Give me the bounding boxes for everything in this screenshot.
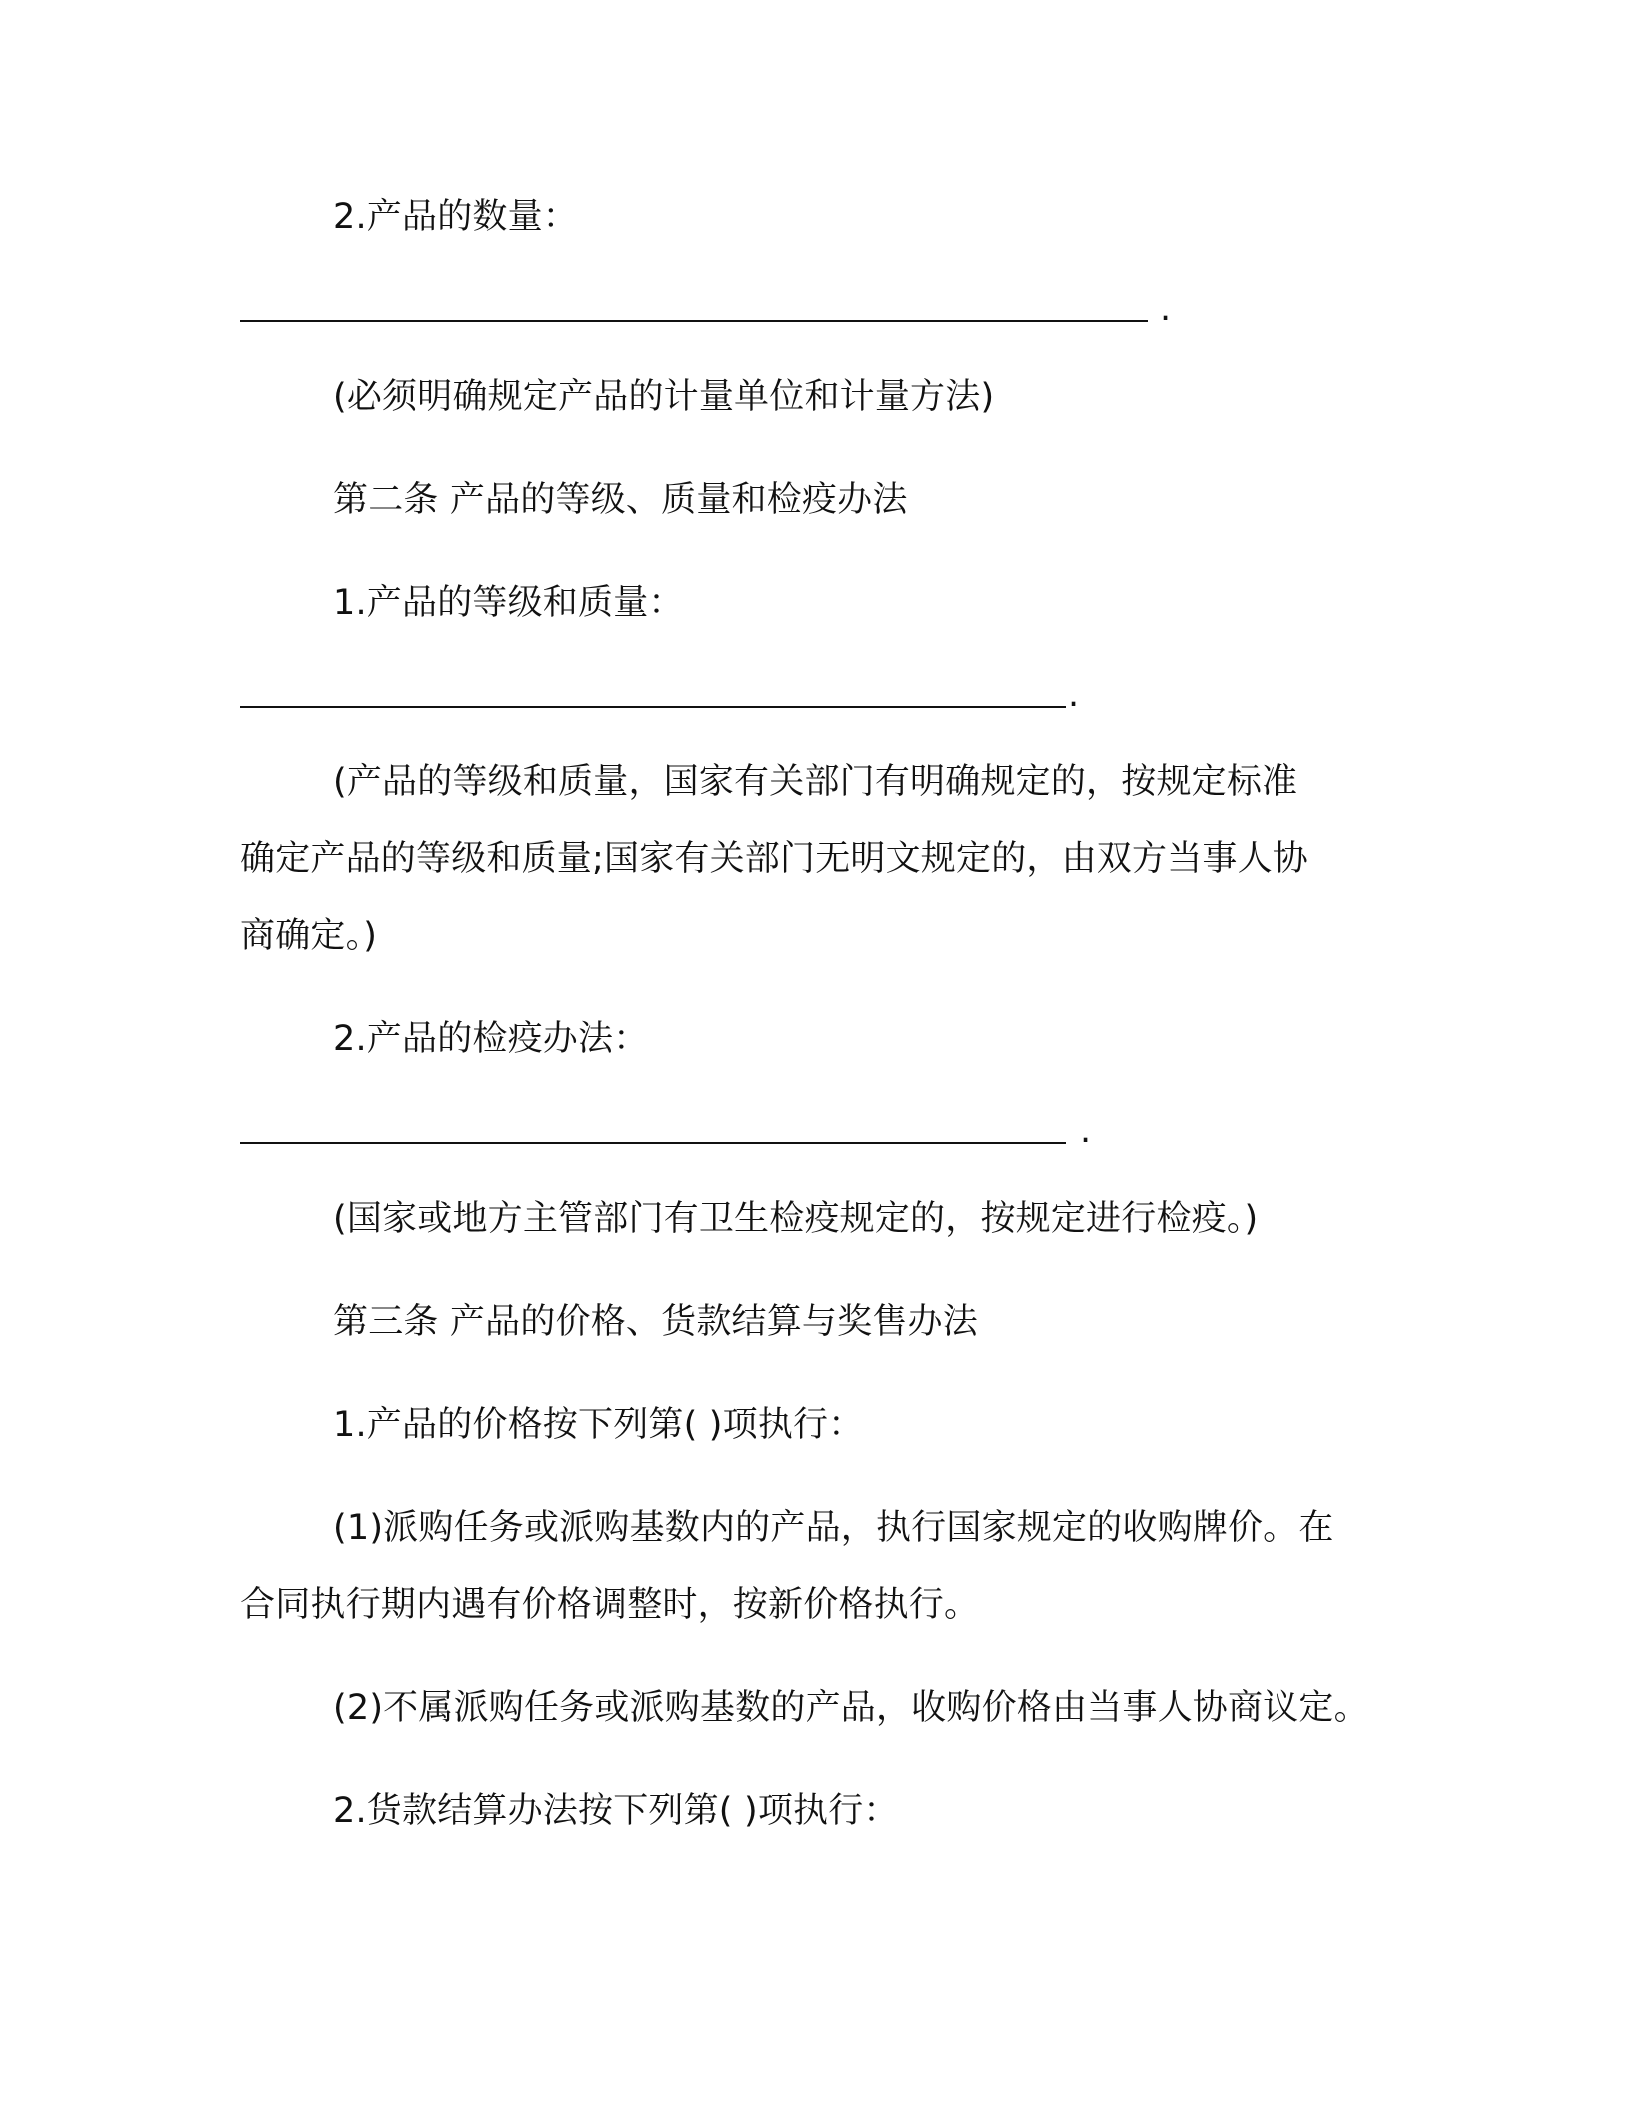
blank-terminator: . (1160, 289, 1172, 329)
option-1-line-2: 合同执行期内遇有价格调整时，按新价格执行。 (240, 1585, 980, 1625)
article-3-heading: 第三条 产品的价格、货款结算与奖售办法 (333, 1302, 978, 1342)
underline-rule (240, 706, 1066, 708)
item-product-quantity: 2.产品的数量： (333, 197, 578, 237)
item-quarantine-method: 2.产品的检疫办法： (333, 1019, 649, 1059)
blank-fill-line-quantity[interactable] (240, 286, 1180, 332)
article-2-heading: 第二条 产品的等级、质量和检疫办法 (333, 480, 908, 520)
blank-terminator: . (1080, 1111, 1092, 1151)
option-1-line-1: (1)派购任务或派购基数内的产品，执行国家规定的收购牌价。在 (333, 1508, 1334, 1548)
note-grade-line-3: 商确定。) (240, 916, 378, 956)
option-2: (2)不属派购任务或派购基数的产品，收购价格由当事人协商议定。 (333, 1688, 1369, 1728)
item-payment-settlement: 2.货款结算办法按下列第( )项执行： (333, 1791, 899, 1831)
blank-fill-line-quarantine[interactable] (240, 1108, 1100, 1154)
underline-rule (240, 1142, 1066, 1144)
note-quantity: (必须明确规定产品的计量单位和计量方法) (333, 377, 995, 417)
item-grade-quality: 1.产品的等级和质量： (333, 583, 684, 623)
note-quarantine: (国家或地方主管部门有卫生检疫规定的，按规定进行检疫。) (333, 1199, 1259, 1239)
note-grade-line-2: 确定产品的等级和质量;国家有关部门无明文规定的，由双方当事人协 (240, 839, 1308, 879)
blank-fill-line-grade[interactable] (240, 672, 1080, 718)
note-grade-line-1: (产品的等级和质量，国家有关部门有明确规定的，按规定标准 (333, 762, 1298, 802)
blank-terminator: . (1068, 675, 1080, 715)
item-price-method: 1.产品的价格按下列第( )项执行： (333, 1405, 864, 1445)
underline-rule (240, 320, 1148, 322)
